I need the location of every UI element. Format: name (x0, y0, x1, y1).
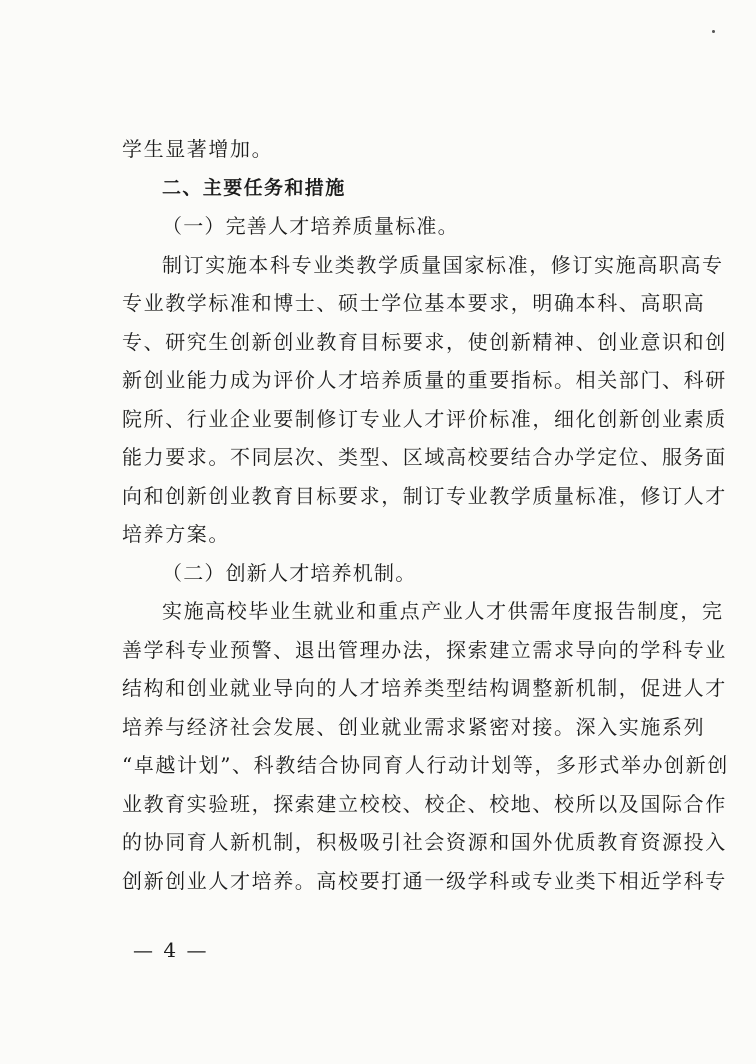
text-line: 制订实施本科专业类教学质量国家标准，修订实施高职高专 (162, 252, 724, 277)
text-line: 结构和创业就业导向的人才培养类型结构调整新机制，促进人才 (122, 676, 727, 700)
text-line: 实施高校毕业生就业和重点产业人才供需年度报告制度，完 (162, 599, 724, 623)
text-line: 专业教学标准和博士、硕士学位基本要求，明确本科、高职高 (122, 291, 706, 315)
subsection-heading: （二）创新人才培养机制。 (162, 560, 417, 585)
scan-speck (712, 30, 715, 33)
text-line: 创新创业人才培养。高校要打通一级学科或专业类下相近学科专 (122, 868, 727, 893)
subsection-heading: （一）完善人才培养质量标准。 (162, 214, 459, 238)
text-line: 院所、行业企业要制修订专业人才评价标准，细化创新创业素质 (122, 406, 727, 431)
text-line: 新创业能力成为评价人才培养质量的重要指标。相关部门、科研 (122, 368, 727, 392)
document-body (122, 130, 729, 900)
text-line: 学生显著增加。 (122, 137, 274, 161)
text-line: “卓越计划”、科教结合协同育人行动计划等，多形式举办创新创 (122, 753, 729, 777)
section-heading: 二、主要任务和措施 (162, 176, 346, 199)
text-line: 培养与经济社会发展、创业就业需求紧密对接。深入实施系列 (122, 714, 706, 739)
text-line: 向和创新创业教育目标要求，制订专业教学质量标准，修订人才 (122, 483, 727, 508)
text-line: 业教育实验班，探索建立校校、校企、校地、校所以及国际合作 (122, 791, 727, 816)
text-line: 专、研究生创新创业教育目标要求，使创新精神、创业意识和创 (122, 329, 727, 354)
text-line: 培养方案。 (122, 522, 230, 546)
text-line: 的协同育人新机制，积极吸引社会资源和国外优质教育资源投入 (122, 830, 727, 854)
text-line: 能力要求。不同层次、类型、区域高校要结合办学定位、服务面 (122, 445, 727, 469)
text-line: 善学科专业预警、退出管理办法，探索建立需求导向的学科专业 (122, 637, 727, 662)
page-number: — 4 — (133, 938, 209, 962)
